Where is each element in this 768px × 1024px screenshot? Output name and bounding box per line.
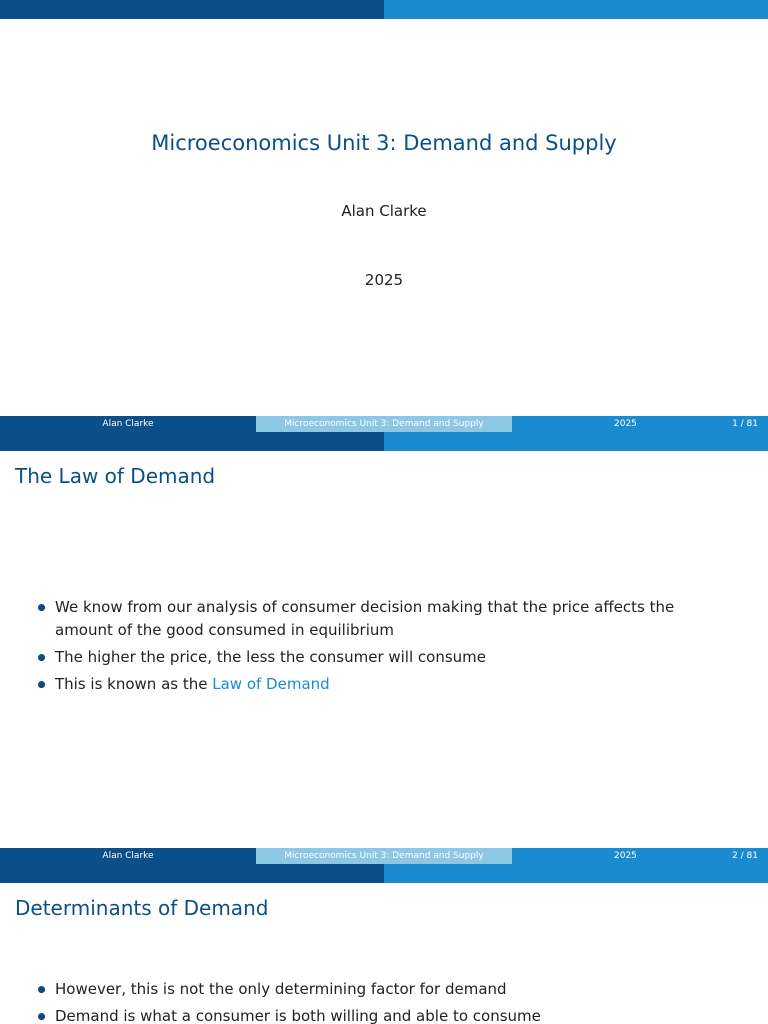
presentation-title: Microeconomics Unit 3: Demand and Supply (151, 131, 617, 155)
bullet-text-prefix: This is known as the (55, 675, 213, 693)
footer-date: 2025 (614, 419, 637, 429)
slide3-bullet-list (38, 978, 728, 1024)
footer-date: 2025 (614, 851, 637, 861)
bullet-text: However, this is not the only determining factor for demand (55, 980, 507, 998)
bullet-icon (38, 604, 45, 611)
bullet-icon (38, 986, 45, 993)
footer-page-number: 2 / 81 (732, 851, 758, 861)
footer-author: Alan Clarke (0, 416, 256, 432)
footer-right (512, 416, 768, 432)
bullet-icon (38, 681, 45, 688)
list-item (38, 596, 728, 642)
footer-right (512, 848, 768, 864)
footer-author: Alan Clarke (0, 848, 256, 864)
list-item (38, 646, 728, 669)
footer-page-number: 1 / 81 (732, 419, 758, 429)
slide3-header-bar (0, 864, 768, 883)
header-bar-right (384, 432, 768, 451)
presentation-author: Alan Clarke (341, 202, 427, 220)
list-item (38, 1005, 728, 1024)
bullet-text: We know from our analysis of consumer decision making that the price affects the amount of the good consumed in equilibrium (55, 598, 675, 639)
slide1-header-bar (0, 0, 768, 19)
slide2-title: The Law of Demand (15, 464, 216, 488)
list-item (38, 978, 728, 1001)
header-bar-left (0, 864, 384, 883)
header-bar-right (384, 0, 768, 19)
header-bar-left (0, 432, 384, 451)
slide2-header-bar (0, 432, 768, 451)
header-bar-left (0, 0, 384, 19)
bullet-text: Demand is what a consumer is both willing and able to consume (55, 1007, 541, 1024)
bullet-text: The higher the price, the less the consumer will consume (55, 648, 487, 666)
list-item (38, 673, 728, 696)
header-bar-right (384, 864, 768, 883)
slide2-bullet-list (38, 596, 728, 700)
presentation-year: 2025 (364, 271, 404, 289)
footer-title: Microeconomics Unit 3: Demand and Supply (256, 416, 512, 432)
footer-title: Microeconomics Unit 3: Demand and Supply (256, 848, 512, 864)
bullet-icon (38, 1013, 45, 1020)
slide3-title: Determinants of Demand (15, 896, 269, 920)
slide2-footer (0, 848, 768, 864)
slide1-footer (0, 416, 768, 432)
law-of-demand-link[interactable]: Law of Demand (212, 675, 330, 693)
bullet-icon (38, 654, 45, 661)
